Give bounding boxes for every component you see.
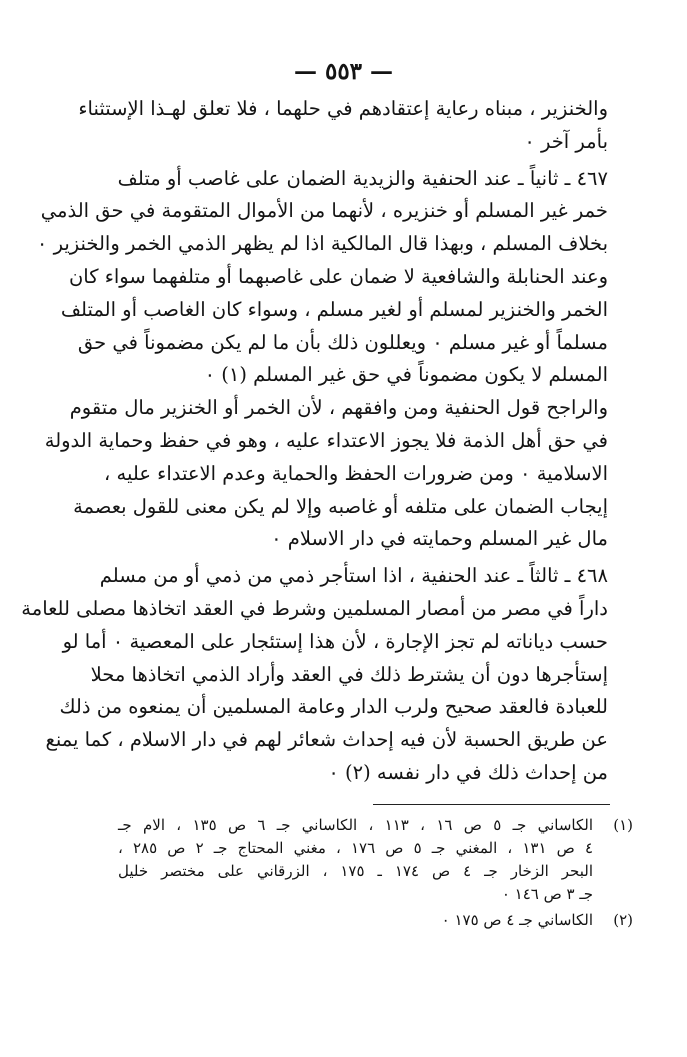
- text-line: حسب دياناته لم تجز الإجارة ، لأن هذا إستئجار على المعصية ٠ أما لو: [62, 629, 608, 653]
- text-line: المسلم لا يكون مضموناً في حق غير المسلم (١) ٠: [204, 363, 608, 387]
- text-line: خمر غير المسلم أو خنزيره ، لأنهما من الأموال المتقومة في حق الذمي: [40, 199, 608, 223]
- paragraph-468-heading-line: ٤٦٨ ـ ثالثاً ـ عند الحنفية ، اذا استأجر ذمي من ذمي أو من مسلم: [99, 564, 608, 588]
- text-line: في حق أهل الذمة فلا يجوز الاعتداء عليه ، وهو في حفظ وحماية الدولة: [44, 428, 608, 452]
- text-line: للعبادة فالعقد صحيح ولرب الدار وعامة المسلمين أن يمنعوه من ذلك: [59, 695, 608, 719]
- text-line: إستأجرها دون أن يشترط ذلك في العقد وأراد الذمي اتخاذها محلا: [90, 662, 608, 686]
- text-line: والخنزير ، مبناه رعاية إعتقادهم في حلهما ، فلا تعلق لهـذا الإستثناء: [78, 97, 608, 120]
- footnote-line: الكاساني جـ ٥ ص ١٦ ، ١١٣ ، الكاساني جـ ٦ ص ١٣٥ ، الام جـ: [118, 816, 594, 834]
- footnote-line: جـ ٣ ص ١٤٦ ٠: [501, 885, 593, 903]
- text-line: إيجاب الضمان على متلفه أو غاصبه وإلا لم يكن معنى للقول بعصمة: [73, 494, 608, 518]
- footnote-2: [118, 909, 633, 932]
- footnote-1: [118, 814, 633, 906]
- footnote-body: [118, 814, 593, 906]
- page-number: — ٥٥٣ —: [293, 58, 394, 85]
- text-line: الاسلامية ٠ ومن ضرورات الحفظ والحماية وعدم الاعتداء عليه ،: [104, 461, 608, 485]
- footnote-line: الكاساني جـ ٤ ص ١٧٥ ٠: [441, 911, 593, 929]
- text-line: عن طريق الحسبة لأن فيه إحداث شعائر لهم في دار الاسلام ، كما يمنع: [45, 728, 608, 752]
- paragraph-467-heading-line: ٤٦٧ ـ ثانياً ـ عند الحنفية والزيدية الضمان على غاصب أو متلف: [117, 166, 608, 190]
- text-line: مسلماً أو غير مسلم ٠ ويعللون ذلك بأن ما لم يكن مضموناً في حق: [77, 330, 608, 354]
- footnote-number: (١): [613, 816, 633, 834]
- text-line: والراجح قول الحنفية ومن وافقهم ، لأن الخمر أو الخنزير مال متقوم: [69, 396, 608, 420]
- text-line: داراً في مصر من أمصار المسلمين وشرط في العقد اتخاذها مصلى للعامة: [21, 596, 608, 620]
- text-line: بخلاف المسلم ، وبهذا قال المالكية اذا لم يظهر الذمي الخمر والخنزير ٠: [36, 232, 608, 256]
- text-line: من إحداث ذلك في دار نفسه (٢) ٠: [328, 760, 608, 784]
- footnote-number: (٢): [613, 911, 633, 929]
- footnote-line: ٤ ص ١٣١ ، المغني جـ ٥ ص ١٧٦ ، مغني المحتاج جـ ٢ ص ٢٨٥ ،: [118, 839, 593, 857]
- body-text: [21, 93, 608, 790]
- text-line: بأمر آخر ٠: [524, 129, 608, 153]
- footnote-line: البحر الزخار جـ ٤ ص ١٧٤ ـ ١٧٥ ، الزرقاني على مختصر خليل: [118, 862, 593, 880]
- text-line: مال غير المسلم وحمايته في دار الاسلام ٠: [271, 527, 608, 551]
- footnote-separator: [373, 804, 610, 805]
- text-line: وعند الحنابلة والشافعية لا ضمان على غاصبهما أو متلفهما سواء كان: [68, 264, 608, 288]
- text-line: الخمر والخنزير لمسلم أو لغير مسلم ، وسواء كان الغاصب أو المتلف: [60, 297, 608, 321]
- footnote-body: [118, 909, 593, 932]
- footnotes: [118, 814, 633, 935]
